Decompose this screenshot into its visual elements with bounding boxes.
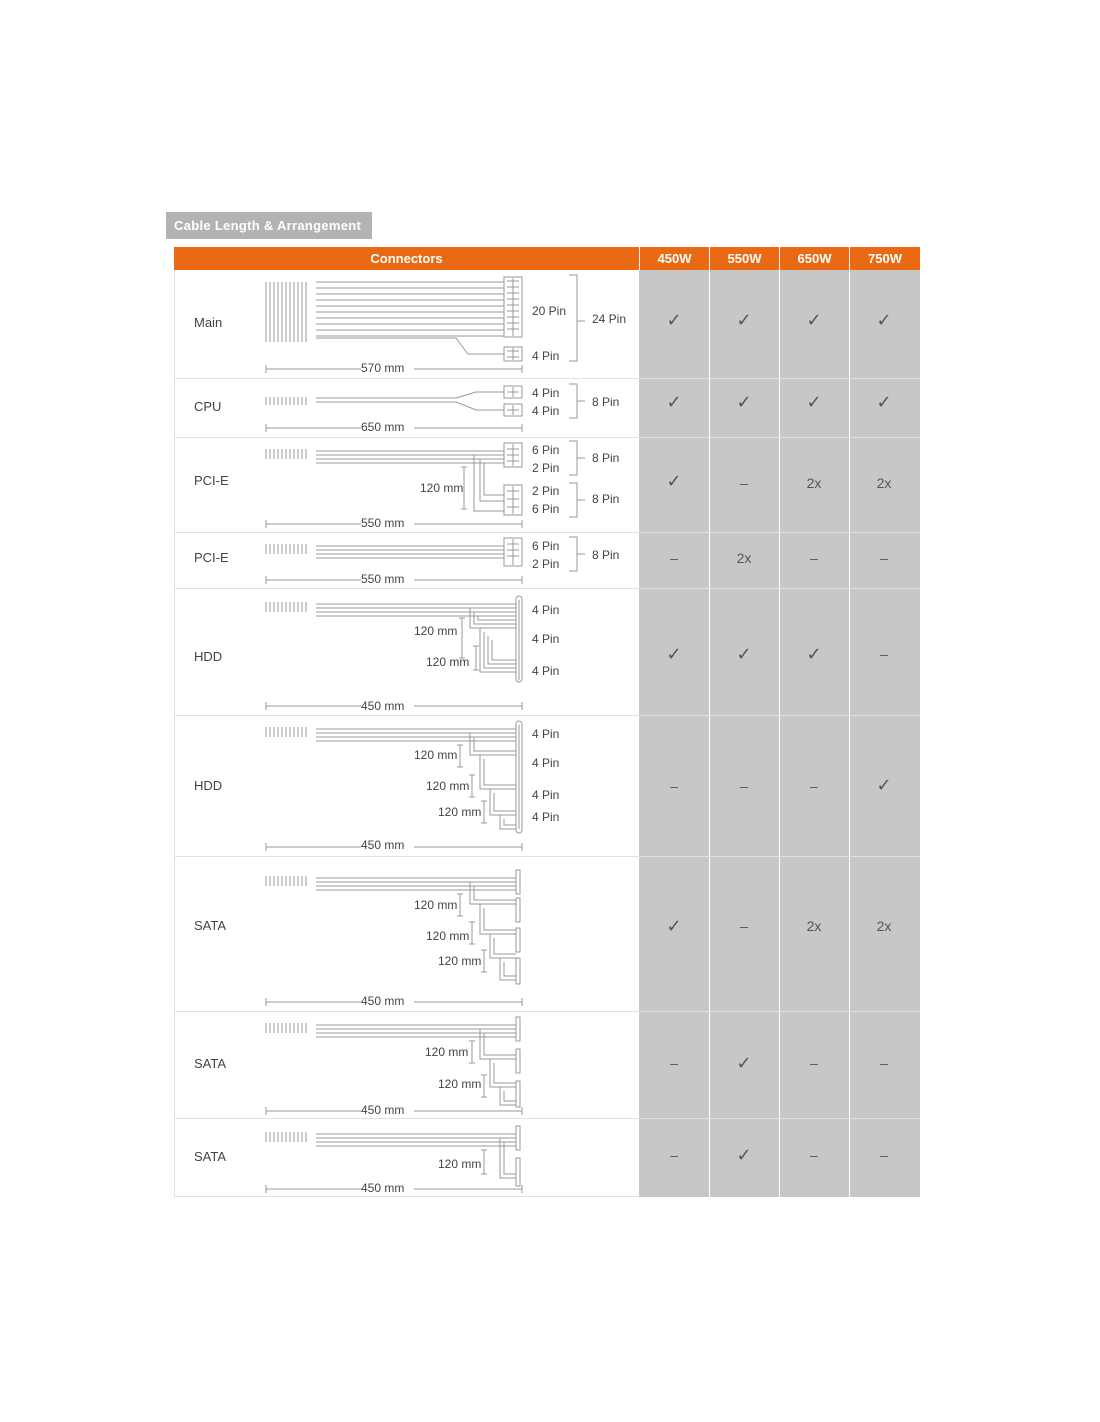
header-model-450w: 450W — [640, 247, 709, 270]
cable-name: SATA — [194, 918, 227, 933]
pin-label: 4 Pin — [532, 664, 560, 678]
branch-length: 120 mm — [425, 1045, 469, 1059]
compat-650w: 2x — [806, 918, 822, 934]
cable-table — [174, 247, 920, 1197]
branch-length: 120 mm — [438, 1157, 482, 1171]
pin-label: 4 Pin — [532, 404, 560, 418]
compat-450w: ✓ — [666, 310, 682, 330]
pin-label: 4 Pin — [532, 386, 560, 400]
compat-750w: ✓ — [876, 310, 892, 330]
hdd3-cable-diagram — [174, 588, 639, 715]
compat-650w: ✓ — [806, 644, 822, 664]
cable-name: HDD — [194, 778, 223, 793]
compat-750w: ✓ — [876, 392, 892, 412]
compat-450w: – — [670, 1147, 678, 1163]
compat-750w: ✓ — [876, 775, 892, 795]
header-model-550w: 550W — [710, 247, 779, 270]
table-row — [174, 437, 920, 532]
compat-650w: 2x — [806, 475, 822, 491]
pin-label: 4 Pin — [532, 727, 560, 741]
table-row — [174, 856, 920, 1011]
cable-name: SATA — [194, 1056, 227, 1071]
compat-650w: – — [810, 778, 818, 794]
cable-name: CPU — [194, 399, 222, 414]
cpu-cable-diagram — [174, 378, 639, 437]
branch-length: 120 mm — [414, 624, 458, 638]
table-row — [174, 1011, 920, 1118]
table-row — [174, 270, 920, 378]
cable-length: 570 mm — [361, 361, 405, 375]
compat-550w: 2x — [736, 550, 752, 566]
sata4-cable-diagram — [174, 856, 639, 1011]
pin-total-label: 8 Pin — [592, 548, 620, 562]
compat-450w: – — [670, 1055, 678, 1071]
cable-length: 650 mm — [361, 420, 405, 434]
cable-length: 450 mm — [361, 838, 405, 852]
compat-650w: – — [810, 1055, 818, 1071]
table-row — [174, 588, 920, 715]
compat-450w: ✓ — [666, 392, 682, 412]
compat-550w: ✓ — [736, 1053, 752, 1073]
branch-length: 120 mm — [426, 779, 470, 793]
table-row — [174, 532, 920, 588]
cable-name: SATA — [194, 1149, 227, 1164]
branch-length: 120 mm — [426, 929, 470, 943]
sata3-cable-diagram — [174, 1011, 639, 1118]
pin-label: 4 Pin — [532, 756, 560, 770]
compat-550w: – — [740, 778, 748, 794]
cable-length: 450 mm — [361, 699, 405, 713]
pin-label: 6 Pin — [532, 443, 560, 457]
cable-length: 450 mm — [361, 1181, 405, 1195]
header-model-750w: 750W — [850, 247, 920, 270]
branch-length: 120 mm — [414, 898, 458, 912]
compat-450w: – — [670, 778, 678, 794]
cable-length: 450 mm — [361, 1103, 405, 1117]
table-row — [174, 1118, 920, 1197]
compat-650w: – — [810, 1147, 818, 1163]
compat-550w: ✓ — [736, 310, 752, 330]
compat-450w: – — [670, 550, 678, 566]
pin-label: 4 Pin — [532, 603, 560, 617]
main-cable-diagram — [174, 270, 639, 378]
compat-550w: – — [740, 918, 748, 934]
branch-length: 120 mm — [438, 954, 482, 968]
cable-name: Main — [194, 315, 223, 330]
pin-total-label: 8 Pin — [592, 492, 620, 506]
compat-550w: ✓ — [736, 644, 752, 664]
compat-650w: – — [810, 550, 818, 566]
header-connectors: Connectors — [174, 247, 639, 270]
header-model-650w: 650W — [780, 247, 849, 270]
cable-name: PCI-E — [194, 550, 229, 565]
hdd4-cable-diagram — [174, 715, 639, 856]
pin-label: 4 Pin — [532, 349, 560, 363]
pin-label: 2 Pin — [532, 484, 560, 498]
cable-length: 550 mm — [361, 572, 405, 586]
pin-total-label: 8 Pin — [592, 451, 620, 465]
branch-length: 120 mm — [414, 748, 458, 762]
table-row — [174, 378, 920, 437]
pin-label: 6 Pin — [532, 502, 560, 516]
pin-label: 2 Pin — [532, 461, 560, 475]
table-row — [174, 715, 920, 856]
compat-750w: – — [880, 550, 888, 566]
pin-label: 4 Pin — [532, 810, 560, 824]
compat-450w: ✓ — [666, 916, 682, 936]
pcie-single-cable-diagram — [174, 532, 639, 588]
compat-550w: ✓ — [736, 1145, 752, 1165]
compat-750w: 2x — [876, 918, 892, 934]
compat-650w: ✓ — [806, 392, 822, 412]
compat-550w: ✓ — [736, 392, 752, 412]
pin-label: 4 Pin — [532, 632, 560, 646]
cable-length: 550 mm — [361, 516, 405, 530]
cable-name: PCI-E — [194, 473, 229, 488]
branch-length: 120 mm — [438, 805, 482, 819]
compat-750w: 2x — [876, 475, 892, 491]
branch-length: 120 mm — [420, 481, 464, 495]
pcie-dual-cable-diagram — [174, 437, 639, 532]
pin-label: 2 Pin — [532, 557, 560, 571]
section-title: Cable Length & Arrangement — [166, 212, 372, 239]
cable-name: HDD — [194, 649, 223, 664]
branch-length: 120 mm — [426, 655, 470, 669]
pin-label: 20 Pin — [532, 304, 567, 318]
compat-650w: ✓ — [806, 310, 822, 330]
cable-length: 450 mm — [361, 994, 405, 1008]
branch-length: 120 mm — [438, 1077, 482, 1091]
compat-450w: ✓ — [666, 471, 682, 491]
compat-550w: – — [740, 475, 748, 491]
compat-450w: ✓ — [666, 644, 682, 664]
pin-total-label: 24 Pin — [592, 312, 627, 326]
pin-label: 6 Pin — [532, 539, 560, 553]
compat-750w: – — [880, 1147, 888, 1163]
pin-total-label: 8 Pin — [592, 395, 620, 409]
compat-750w: – — [880, 1055, 888, 1071]
pin-label: 4 Pin — [532, 788, 560, 802]
sata2-cable-diagram — [174, 1118, 639, 1197]
compat-750w: – — [880, 646, 888, 662]
